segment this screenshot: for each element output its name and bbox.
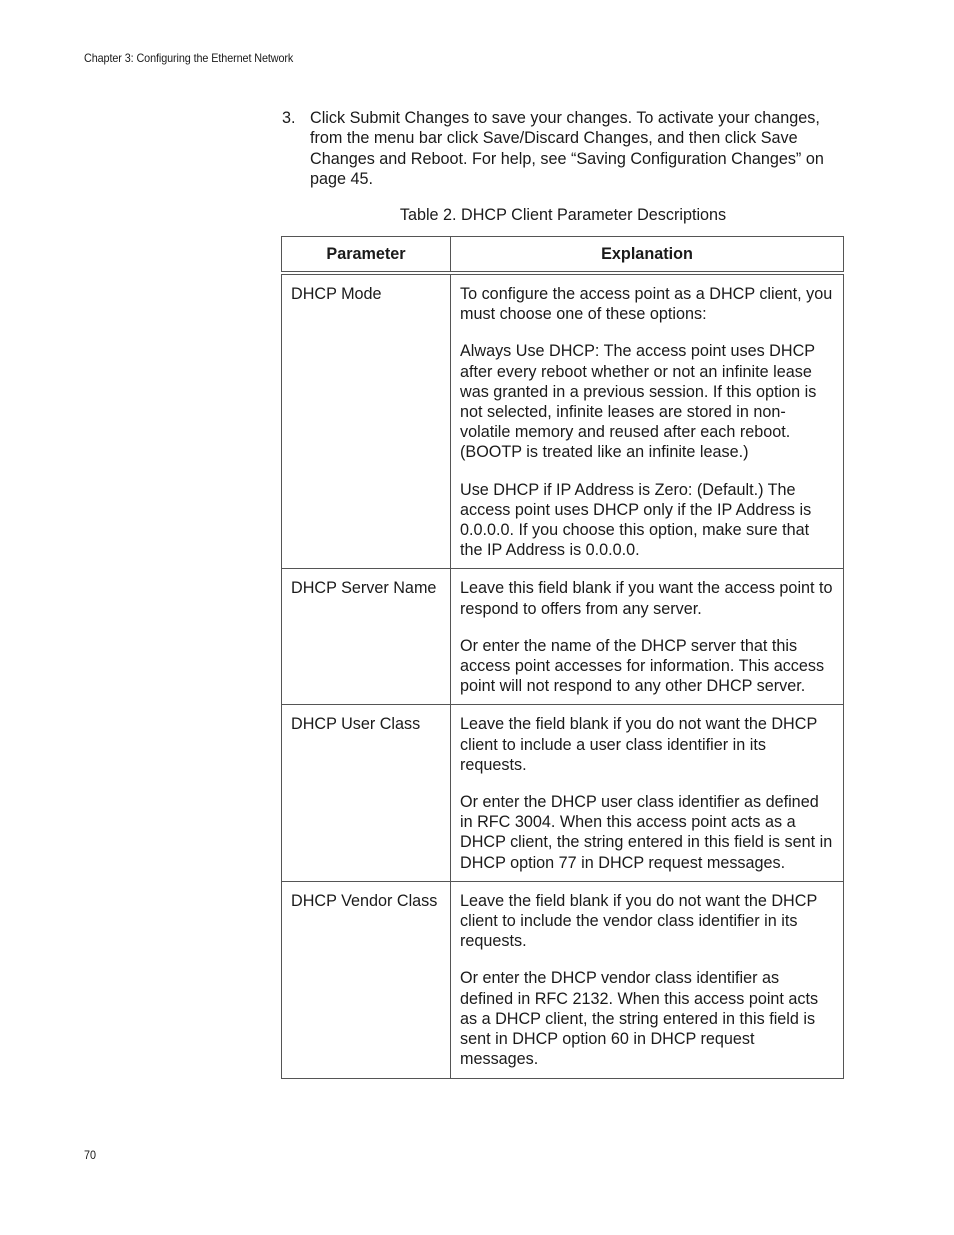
running-header: Chapter 3: Configuring the Ethernet Network [84,51,294,65]
explanation-cell [451,881,844,1078]
explanation-cell [451,569,844,705]
table-row [282,273,844,569]
explanation-paragraph: Leave the field blank if you do not want the DHCP client to include a user class identifier in its requests. [460,715,817,774]
column-header-explanation: Explanation [451,237,844,274]
parameter-cell: DHCP Mode [282,273,451,569]
table-caption: Table 2. DHCP Client Parameter Descriptions [399,206,727,224]
explanation-paragraph: To configure the access point as a DHCP client, you must choose one of these options: [460,285,833,324]
explanation-paragraph: Or enter the DHCP vendor class identifier as defined in RFC 2132. When this access point acts as a DHCP client, the string entered in this field is sent in DHCP option 60 in DHCP request messages. [460,969,819,1069]
step-number: 3. [282,109,296,127]
explanation-paragraph: Or enter the DHCP user class identifier as defined in RFC 3004. When this access point acts as a DHCP client, the string entered in this field is sent in DHCP option 77 in DHCP request messages. [460,793,833,872]
page-number: 70 [84,1148,97,1162]
explanation-paragraph: Always Use DHCP: The access point uses DHCP after every reboot whether or not an infinite lease was granted in a previous session. If this option is not selected, infinite leases are stored in non-volatile memory and reused after each reboot. (BOOTP is treated like an infinite lease.) [460,342,817,462]
table-header-row [282,237,844,274]
explanation-paragraph: Leave this field blank if you want the access point to respond to offers from any server. [460,579,833,618]
column-header-parameter: Parameter [282,237,451,274]
explanation-cell [451,273,844,569]
parameter-cell: DHCP Vendor Class [282,881,451,1078]
dhcp-client-parameter-table [281,236,844,1079]
step-text: Click Submit Changes to save your changes. To activate your changes, from the menu bar click Save/Discard Changes, and then click Save Changes and Reboot. For help, see “Saving Configuration Changes” on page 45. [310,109,824,188]
explanation-paragraph: Use DHCP if IP Address is Zero: (Default.) The access point uses DHCP only if the IP Address is 0.0.0.0. If you choose this option, make sure that the IP Address is 0.0.0.0. [460,480,812,560]
table-row [282,569,844,705]
table-row [282,705,844,881]
parameter-cell: DHCP Server Name [282,569,451,705]
explanation-cell [451,705,844,881]
instruction-step [282,108,852,189]
parameter-cell: DHCP User Class [282,705,451,881]
explanation-paragraph: Leave the field blank if you do not want the DHCP client to include the vendor class identifier in its requests. [460,891,817,951]
explanation-paragraph: Or enter the name of the DHCP server that this access point accesses for information. This access point will not respond to any other DHCP server. [460,636,825,696]
table-row [282,881,844,1078]
